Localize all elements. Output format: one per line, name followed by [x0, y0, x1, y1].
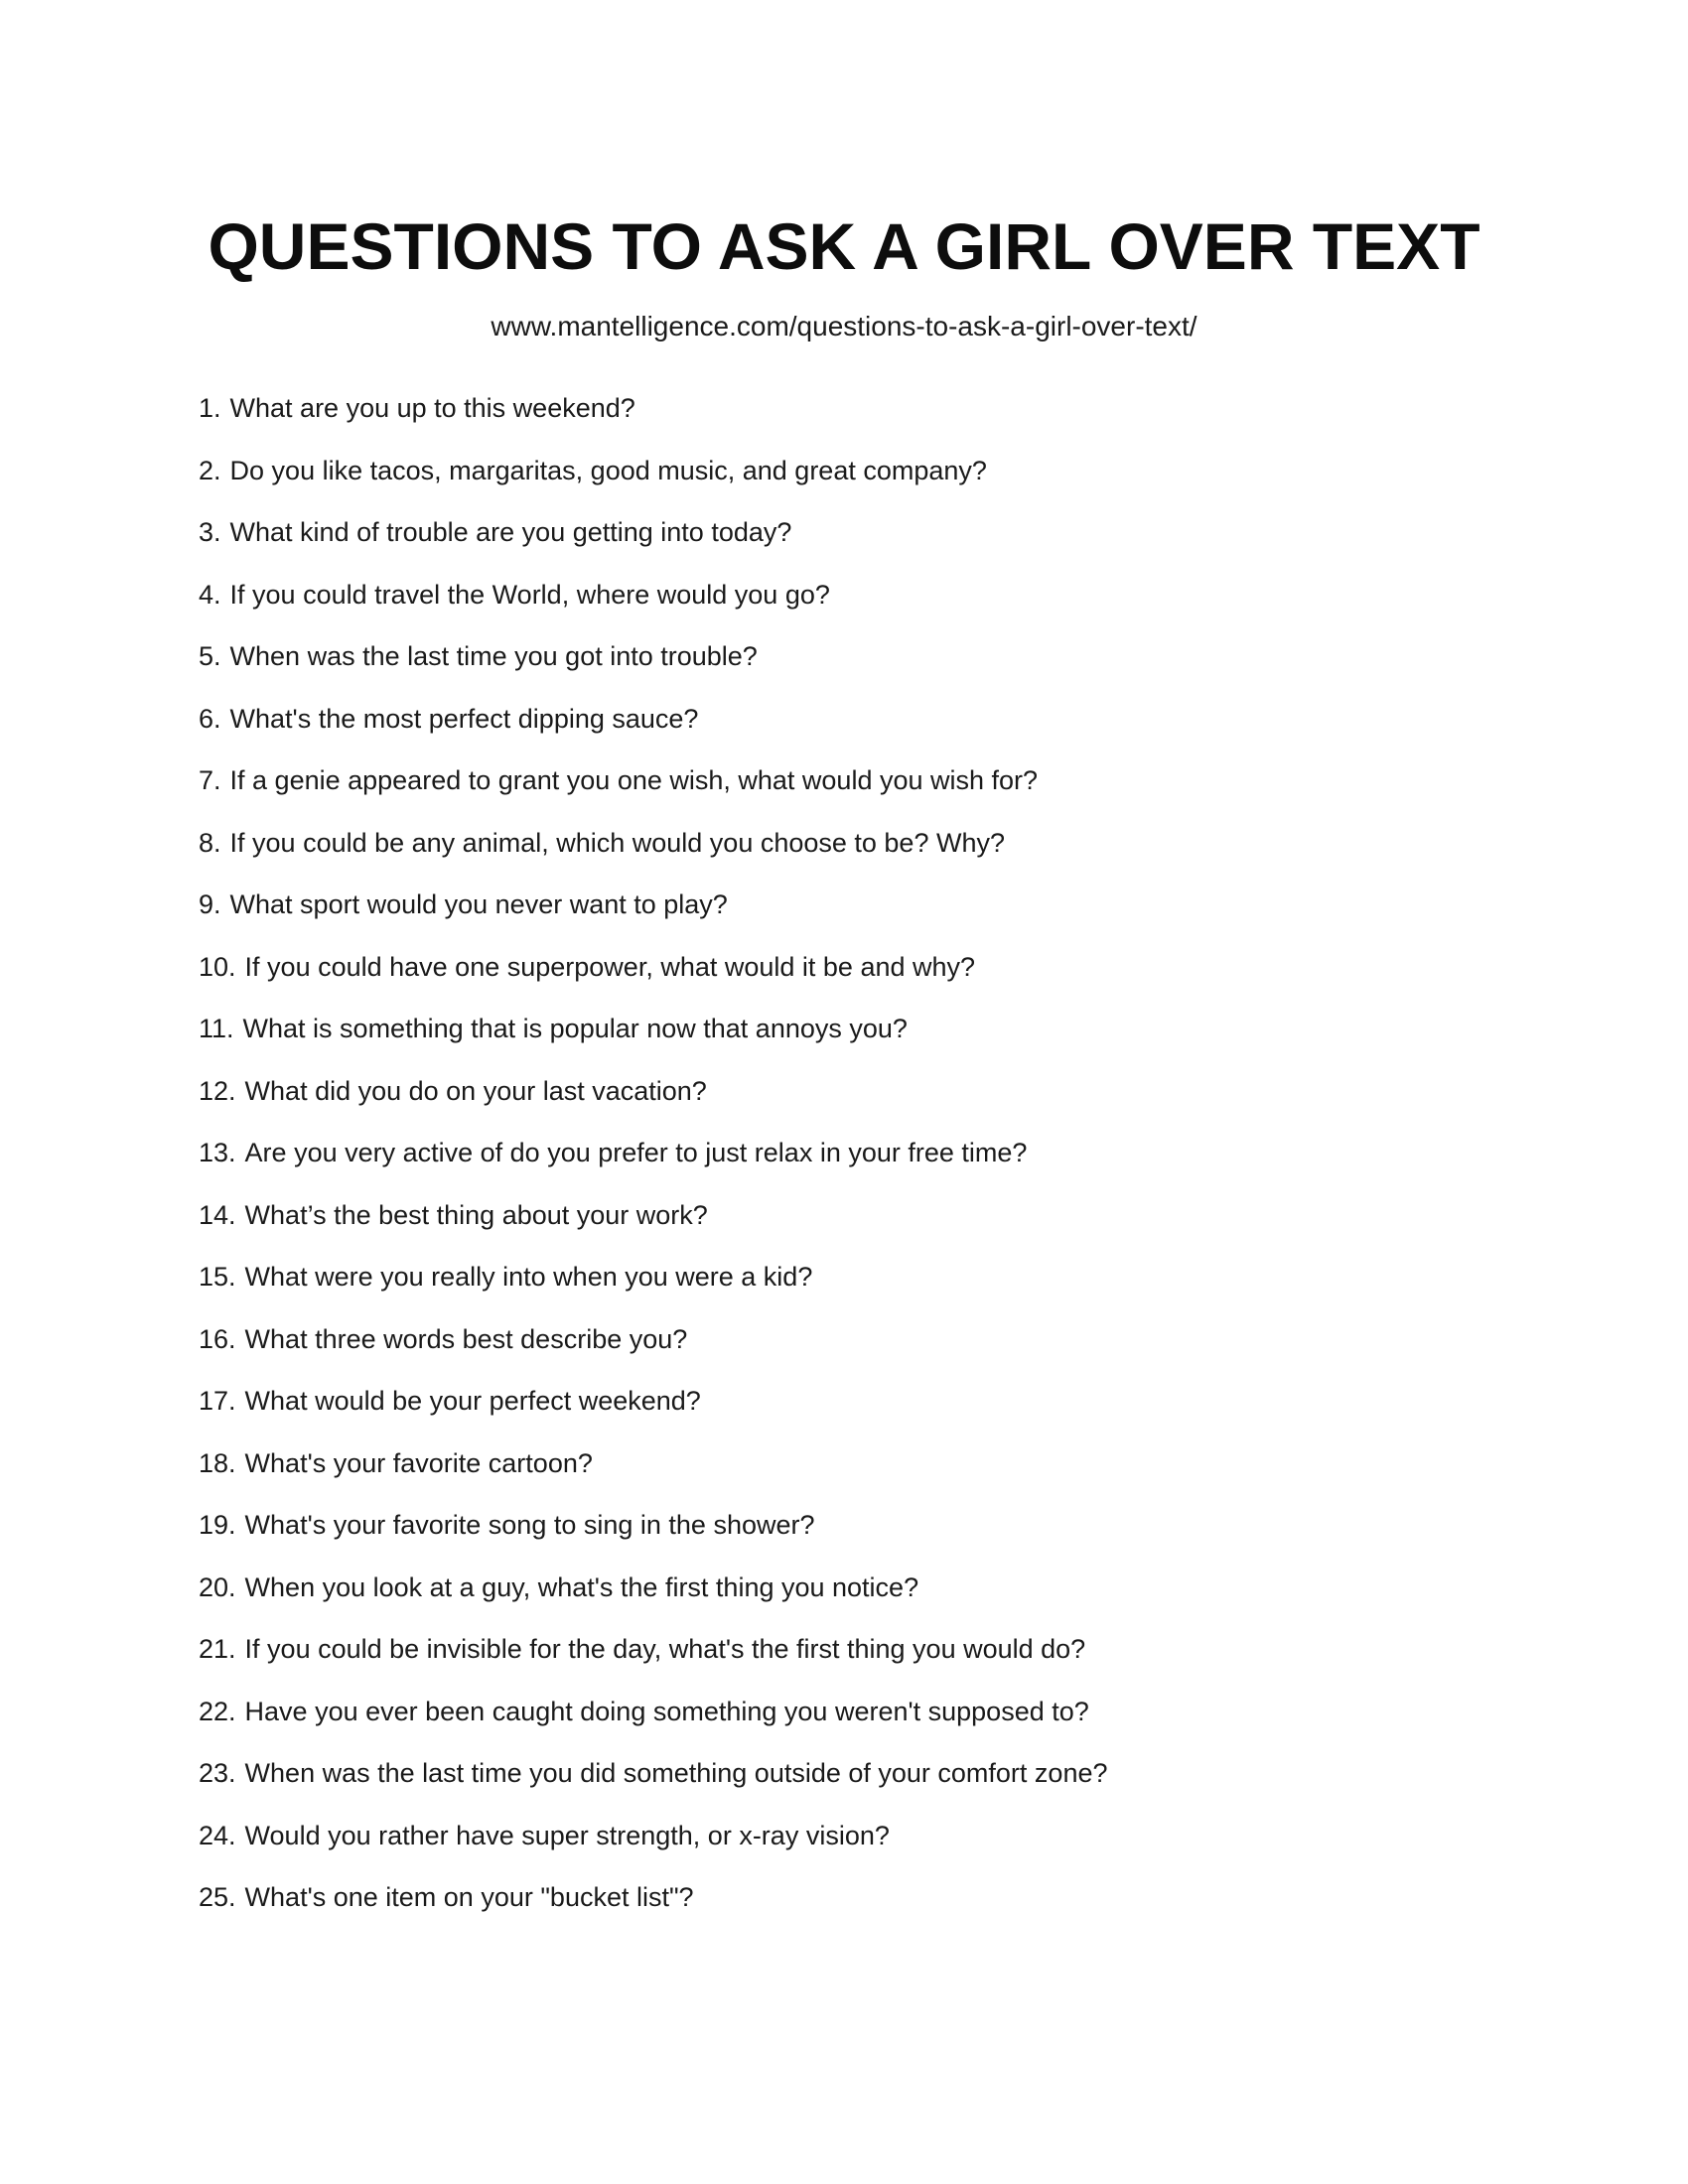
question-number: 21. [199, 1634, 236, 1664]
question-text: When was the last time you got into trouble? [229, 641, 758, 671]
question-number: 16. [199, 1323, 236, 1354]
question-number: 23. [199, 1758, 236, 1788]
question-item [199, 948, 1589, 1011]
question-text: What would be your perfect weekend? [244, 1386, 701, 1416]
question-text: What kind of trouble are you getting into today? [229, 517, 792, 547]
question-text: If you could be invisible for the day, what's the first thing you would do? [244, 1634, 1086, 1664]
question-number: 19. [199, 1510, 236, 1540]
question-text: Are you very active of do you prefer to just relax in your free time? [244, 1138, 1028, 1167]
question-text: What were you really into when you were a kid? [244, 1262, 813, 1292]
question-item [199, 576, 1589, 638]
question-text: What did you do on your last vacation? [244, 1075, 707, 1106]
question-number: 15. [199, 1262, 236, 1292]
question-text: Have you ever been caught doing something you weren't supposed to? [244, 1696, 1089, 1726]
question-number: 24. [199, 1820, 236, 1850]
source-url: www.mantelligence.com/questions-to-ask-a-girl-over-text/ [491, 311, 1197, 341]
question-number: 6. [199, 703, 221, 734]
question-number: 9. [199, 889, 221, 919]
question-item [199, 1010, 1589, 1072]
question-item [199, 1444, 1589, 1507]
question-number: 17. [199, 1386, 236, 1416]
question-text: What is something that is popular now that annoys you? [242, 1014, 908, 1043]
question-item [199, 452, 1589, 514]
question-number: 25. [199, 1882, 236, 1912]
question-number: 3. [199, 517, 221, 547]
question-number: 10. [199, 951, 236, 982]
question-text: What's your favorite song to sing in the shower? [244, 1510, 815, 1540]
question-number: 12. [199, 1075, 236, 1106]
question-number: 5. [199, 641, 221, 671]
question-item [199, 1754, 1589, 1817]
question-number: 4. [199, 579, 221, 610]
question-number: 18. [199, 1447, 236, 1478]
question-number: 2. [199, 455, 221, 485]
question-text: If you could have one superpower, what would it be and why? [244, 951, 976, 982]
question-item [199, 886, 1589, 948]
question-item [199, 1693, 1589, 1755]
question-item [199, 637, 1589, 700]
question-item [199, 1569, 1589, 1631]
question-item [199, 1258, 1589, 1320]
question-item [199, 700, 1589, 762]
question-text: When was the last time you did something outside of your comfort zone? [244, 1758, 1108, 1788]
question-item [199, 513, 1589, 576]
question-text: What's your favorite cartoon? [244, 1447, 593, 1478]
question-text: If a genie appeared to grant you one wish, what would you wish for? [229, 765, 1039, 795]
question-item [199, 1072, 1589, 1135]
question-text: Would you rather have super strength, or x-ray vision? [244, 1820, 890, 1850]
question-item [199, 1382, 1589, 1444]
question-number: 11. [199, 1014, 234, 1043]
question-item [199, 1320, 1589, 1383]
question-number: 1. [199, 393, 221, 423]
question-text: When you look at a guy, what's the first thing you notice? [244, 1571, 919, 1602]
question-number: 8. [199, 827, 221, 858]
question-text: If you could travel the World, where would you go? [229, 579, 830, 610]
question-text: What's one item on your "bucket list"? [244, 1882, 694, 1912]
question-list [199, 389, 1589, 1941]
question-item [199, 1506, 1589, 1569]
question-text: If you could be any animal, which would you choose to be? Why? [229, 827, 1005, 858]
question-item [199, 1878, 1589, 1941]
question-item [199, 1630, 1589, 1693]
question-item [199, 1134, 1589, 1196]
question-text: What’s the best thing about your work? [244, 1199, 708, 1230]
question-item [199, 824, 1589, 887]
question-text: What's the most perfect dipping sauce? [229, 703, 699, 734]
question-number: 13. [199, 1138, 236, 1167]
question-text: Do you like tacos, margaritas, good music, and great company? [229, 455, 987, 485]
question-item [199, 761, 1589, 824]
question-number: 7. [199, 765, 221, 795]
question-text: What sport would you never want to play? [229, 889, 728, 919]
question-text: What three words best describe you? [244, 1323, 688, 1354]
question-item [199, 1196, 1589, 1259]
page-title: QUESTIONS TO ASK A GIRL OVER TEXT [208, 209, 1480, 283]
question-number: 22. [199, 1696, 236, 1726]
question-number: 20. [199, 1571, 236, 1602]
question-number: 14. [199, 1199, 236, 1230]
question-item [199, 389, 1589, 452]
question-text: What are you up to this weekend? [229, 393, 635, 423]
question-item [199, 1817, 1589, 1879]
